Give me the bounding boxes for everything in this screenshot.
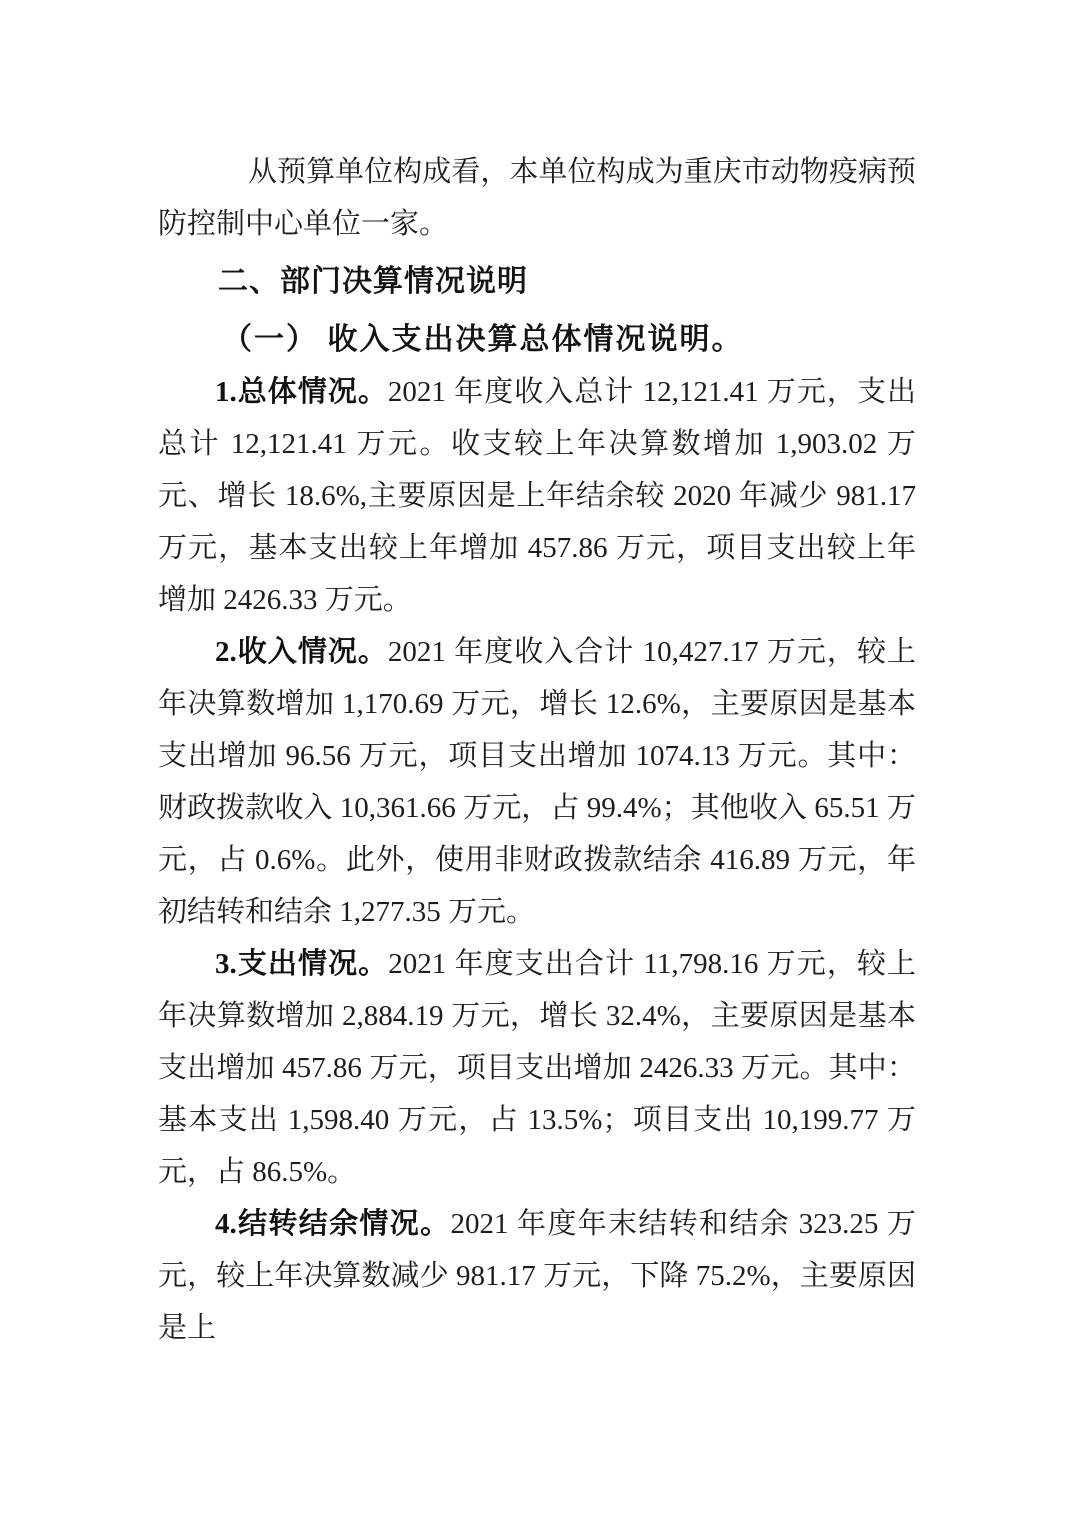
paragraph-expenditure-text: 2021 年度支出合计 11,798.16 万元，较上年决算数增加 2,884.19 万元，增长 32.4%，主要原因是基本支出增加 457.86 万元，项目支出增加 2426.33 万元。其中：基本支出 1,598.40 万元，占 13.5%；项目支出 10,199.77 万元，占 86.5%。 [158, 948, 916, 1188]
paragraph-income-lead: 2.收入情况。 [215, 636, 388, 668]
paragraph-income-text: 2021 年度收入合计 10,427.17 万元，较上年决算数增加 1,170.69 万元，增长 12.6%，主要原因是基本支出增加 96.56 万元，项目支出增加 1074.13 万元。其中：财政拨款收入 10,361.66 万元，占 99.4%；其他收入 65.51 万元，占 0.6%。此外，使用非财政拨款结余 416.89 万元，年初结转和结余 1,277.35 万元。 [158, 636, 916, 928]
intro-paragraph: 从预算单位构成看，本单位构成为重庆市动物疫病预防控制中心单位一家。 [158, 156, 916, 240]
paragraph-carryover-lead: 4.结转结余情况。 [215, 1208, 451, 1240]
paragraph-overall [158, 366, 916, 626]
subsection-heading: （一） 收入支出决算总体情况说明。 [222, 323, 744, 356]
paragraph-carryover-text: 2021 年度年末结转和结余 323.25 万元，较上年决算数减少 981.17 万元，下降 75.2%，主要原因是上 [158, 1208, 916, 1344]
section-heading: 二、部门决算情况说明 [218, 265, 528, 298]
paragraph-overall-lead: 1.总体情况。 [215, 376, 388, 408]
paragraph-carryover [158, 1198, 916, 1354]
paragraph-income [158, 626, 916, 938]
paragraph-expenditure [158, 938, 916, 1198]
paragraph-expenditure-lead: 3.支出情况。 [215, 948, 389, 980]
paragraph-overall-text: 2021 年度收入总计 12,121.41 万元，支出总计 12,121.41 万元。收支较上年决算数增加 1,903.02 万元、增长 18.6%,主要原因是上年结余较 2020 年减少 981.17 万元，基本支出较上年增加 457.86 万元，项目支出较上年增加 2426.33 万元。 [158, 376, 916, 616]
